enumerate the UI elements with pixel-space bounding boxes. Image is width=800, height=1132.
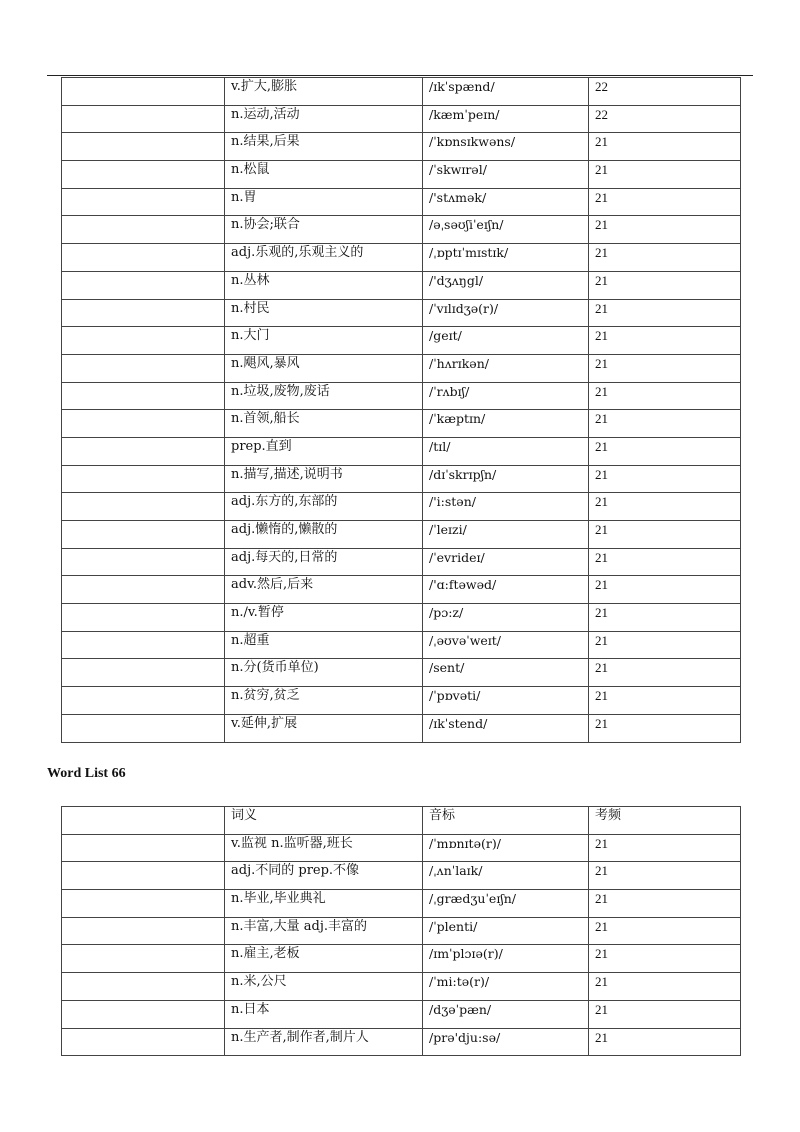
meaning-cell: v.监视 n.监听器,班长 <box>225 834 423 862</box>
word-cell <box>62 493 225 521</box>
phonetic-cell: /dʒəˈpæn/ <box>423 1000 589 1028</box>
header-cell-blank <box>62 807 225 835</box>
frequency-cell: 21 <box>589 188 741 216</box>
phonetic-cell: /kæmˈpeɪn/ <box>423 105 589 133</box>
meaning-cell: n.大门 <box>225 327 423 355</box>
meaning-cell: adj.乐观的,乐观主义的 <box>225 244 423 272</box>
word-cell <box>62 631 225 659</box>
vocab-table-1 <box>61 77 741 743</box>
word-cell <box>62 188 225 216</box>
header-cell-phonetic: 音标 <box>423 807 589 835</box>
word-cell <box>62 834 225 862</box>
word-cell <box>62 410 225 438</box>
meaning-cell: adj.懒惰的,懒散的 <box>225 521 423 549</box>
table-row <box>62 890 741 918</box>
frequency-cell: 21 <box>589 604 741 632</box>
meaning-cell: n.毕业,毕业典礼 <box>225 890 423 918</box>
table-row <box>62 299 741 327</box>
word-cell <box>62 917 225 945</box>
frequency-cell: 21 <box>589 659 741 687</box>
phonetic-cell: /ˌgrædʒuˈeɪʃn/ <box>423 890 589 918</box>
phonetic-cell: /ˈvɪlɪdʒə(r)/ <box>423 299 589 327</box>
phonetic-cell: /ˈrʌbɪʃ/ <box>423 382 589 410</box>
frequency-cell: 21 <box>589 1000 741 1028</box>
frequency-cell: 21 <box>589 493 741 521</box>
word-cell <box>62 161 225 189</box>
table-row <box>62 659 741 687</box>
word-cell <box>62 327 225 355</box>
phonetic-cell: /tɪl/ <box>423 437 589 465</box>
table-row <box>62 917 741 945</box>
meaning-cell: n.丰富,大量 adj.丰富的 <box>225 917 423 945</box>
table-row <box>62 945 741 973</box>
meaning-cell: n.雇主,老板 <box>225 945 423 973</box>
word-cell <box>62 945 225 973</box>
phonetic-cell: /ˌʌnˈlaɪk/ <box>423 862 589 890</box>
phonetic-cell: /ˈevrideɪ/ <box>423 548 589 576</box>
phonetic-cell: /ˈkɒnsɪkwəns/ <box>423 133 589 161</box>
table-row <box>62 465 741 493</box>
table-row <box>62 687 741 715</box>
table-header-row <box>62 807 741 835</box>
word-cell <box>62 133 225 161</box>
table-row <box>62 133 741 161</box>
meaning-cell: n.松鼠 <box>225 161 423 189</box>
meaning-cell: n.胃 <box>225 188 423 216</box>
phonetic-cell: /'dʒʌŋgl/ <box>423 271 589 299</box>
phonetic-cell: /ɪmˈplɔɪə(r)/ <box>423 945 589 973</box>
phonetic-cell: /prə'dju:sə/ <box>423 1028 589 1056</box>
table-row <box>62 631 741 659</box>
meaning-cell: adj.东方的,东部的 <box>225 493 423 521</box>
table-row <box>62 834 741 862</box>
meaning-cell: n.首领,船长 <box>225 410 423 438</box>
table-row <box>62 437 741 465</box>
word-cell <box>62 604 225 632</box>
meaning-cell: n.生产者,制作者,制片人 <box>225 1028 423 1056</box>
table-row <box>62 188 741 216</box>
meaning-cell: n.丛林 <box>225 271 423 299</box>
table-row <box>62 271 741 299</box>
word-cell <box>62 354 225 382</box>
table-row <box>62 78 741 106</box>
phonetic-cell: /ɪkˈstend/ <box>423 714 589 742</box>
meaning-cell: n.结果,后果 <box>225 133 423 161</box>
header-cell-frequency: 考频 <box>589 807 741 835</box>
meaning-cell: n.分(货币单位) <box>225 659 423 687</box>
word-cell <box>62 521 225 549</box>
frequency-cell: 21 <box>589 862 741 890</box>
meaning-cell: n.米,公尺 <box>225 973 423 1001</box>
word-cell <box>62 862 225 890</box>
frequency-cell: 21 <box>589 271 741 299</box>
word-cell <box>62 1000 225 1028</box>
phonetic-cell: /ˈmi:tə(r)/ <box>423 973 589 1001</box>
word-cell <box>62 271 225 299</box>
word-cell <box>62 1028 225 1056</box>
frequency-cell: 21 <box>589 890 741 918</box>
phonetic-cell: /'stʌmək/ <box>423 188 589 216</box>
header-cell-meaning: 词义 <box>225 807 423 835</box>
meaning-cell: n.描写,描述,说明书 <box>225 465 423 493</box>
frequency-cell: 21 <box>589 354 741 382</box>
frequency-cell: 21 <box>589 714 741 742</box>
table-row <box>62 576 741 604</box>
frequency-cell: 21 <box>589 548 741 576</box>
meaning-cell: n.村民 <box>225 299 423 327</box>
table-row <box>62 244 741 272</box>
word-cell <box>62 105 225 133</box>
word-cell <box>62 78 225 106</box>
table-row <box>62 105 741 133</box>
frequency-cell: 21 <box>589 299 741 327</box>
word-cell <box>62 687 225 715</box>
frequency-cell: 21 <box>589 973 741 1001</box>
word-cell <box>62 382 225 410</box>
table-row <box>62 493 741 521</box>
frequency-cell: 21 <box>589 834 741 862</box>
meaning-cell: v.延伸,扩展 <box>225 714 423 742</box>
meaning-cell: adj.不同的 prep.不像 <box>225 862 423 890</box>
phonetic-cell: /'ɑ:ftəwəd/ <box>423 576 589 604</box>
table-row <box>62 382 741 410</box>
table-row <box>62 161 741 189</box>
word-cell <box>62 576 225 604</box>
frequency-cell: 22 <box>589 78 741 106</box>
table-row <box>62 1028 741 1056</box>
word-cell <box>62 244 225 272</box>
meaning-cell: n.贫穷,贫乏 <box>225 687 423 715</box>
phonetic-cell: /ˈkæptɪn/ <box>423 410 589 438</box>
phonetic-cell: /ˈhʌrɪkən/ <box>423 354 589 382</box>
word-cell <box>62 299 225 327</box>
frequency-cell: 21 <box>589 1028 741 1056</box>
table-row <box>62 862 741 890</box>
meaning-cell: n.垃圾,废物,废话 <box>225 382 423 410</box>
frequency-cell: 21 <box>589 244 741 272</box>
table-row <box>62 714 741 742</box>
meaning-cell: adj.每天的,日常的 <box>225 548 423 576</box>
meaning-cell: n.协会;联合 <box>225 216 423 244</box>
table-row <box>62 521 741 549</box>
phonetic-cell: /ˈplenti/ <box>423 917 589 945</box>
frequency-cell: 21 <box>589 410 741 438</box>
phonetic-cell: /dɪˈskrɪpʃn/ <box>423 465 589 493</box>
word-cell <box>62 659 225 687</box>
phonetic-cell: /ˈleɪzi/ <box>423 521 589 549</box>
phonetic-cell: /ˌəʊvəˈweɪt/ <box>423 631 589 659</box>
frequency-cell: 21 <box>589 576 741 604</box>
frequency-cell: 21 <box>589 945 741 973</box>
table-row <box>62 1000 741 1028</box>
frequency-cell: 21 <box>589 631 741 659</box>
vocab-table-2 <box>61 806 741 1056</box>
phonetic-cell: /ˈskwɪrəl/ <box>423 161 589 189</box>
frequency-cell: 21 <box>589 687 741 715</box>
table-row <box>62 327 741 355</box>
meaning-cell: v.扩大,膨胀 <box>225 78 423 106</box>
table-row <box>62 216 741 244</box>
word-cell <box>62 548 225 576</box>
frequency-cell: 21 <box>589 437 741 465</box>
word-cell <box>62 973 225 1001</box>
table-row <box>62 973 741 1001</box>
phonetic-cell: /ˈpɒvəti/ <box>423 687 589 715</box>
meaning-cell: n.飓风,暴风 <box>225 354 423 382</box>
phonetic-cell: /geɪt/ <box>423 327 589 355</box>
table-row <box>62 604 741 632</box>
meaning-cell: n.日本 <box>225 1000 423 1028</box>
meaning-cell: n.运动,活动 <box>225 105 423 133</box>
page-top-rule <box>47 75 753 76</box>
section-heading: Word List 66 <box>47 766 126 781</box>
word-cell <box>62 437 225 465</box>
phonetic-cell: /ˈmɒnɪtə(r)/ <box>423 834 589 862</box>
phonetic-cell: /əˌsəʊʃiˈeɪʃn/ <box>423 216 589 244</box>
phonetic-cell: /ˌɒptɪˈmɪstɪk/ <box>423 244 589 272</box>
meaning-cell: prep.直到 <box>225 437 423 465</box>
word-cell <box>62 714 225 742</box>
phonetic-cell: /ɪkˈspænd/ <box>423 78 589 106</box>
table-row <box>62 410 741 438</box>
frequency-cell: 21 <box>589 382 741 410</box>
phonetic-cell: /pɔ:z/ <box>423 604 589 632</box>
frequency-cell: 21 <box>589 327 741 355</box>
frequency-cell: 21 <box>589 133 741 161</box>
frequency-cell: 21 <box>589 521 741 549</box>
frequency-cell: 22 <box>589 105 741 133</box>
word-cell <box>62 465 225 493</box>
frequency-cell: 21 <box>589 216 741 244</box>
table-row <box>62 548 741 576</box>
meaning-cell: n.超重 <box>225 631 423 659</box>
phonetic-cell: /sent/ <box>423 659 589 687</box>
meaning-cell: n./v.暂停 <box>225 604 423 632</box>
word-cell <box>62 890 225 918</box>
meaning-cell: adv.然后,后来 <box>225 576 423 604</box>
table-row <box>62 354 741 382</box>
phonetic-cell: /'i:stən/ <box>423 493 589 521</box>
frequency-cell: 21 <box>589 465 741 493</box>
word-cell <box>62 216 225 244</box>
frequency-cell: 21 <box>589 917 741 945</box>
frequency-cell: 21 <box>589 161 741 189</box>
